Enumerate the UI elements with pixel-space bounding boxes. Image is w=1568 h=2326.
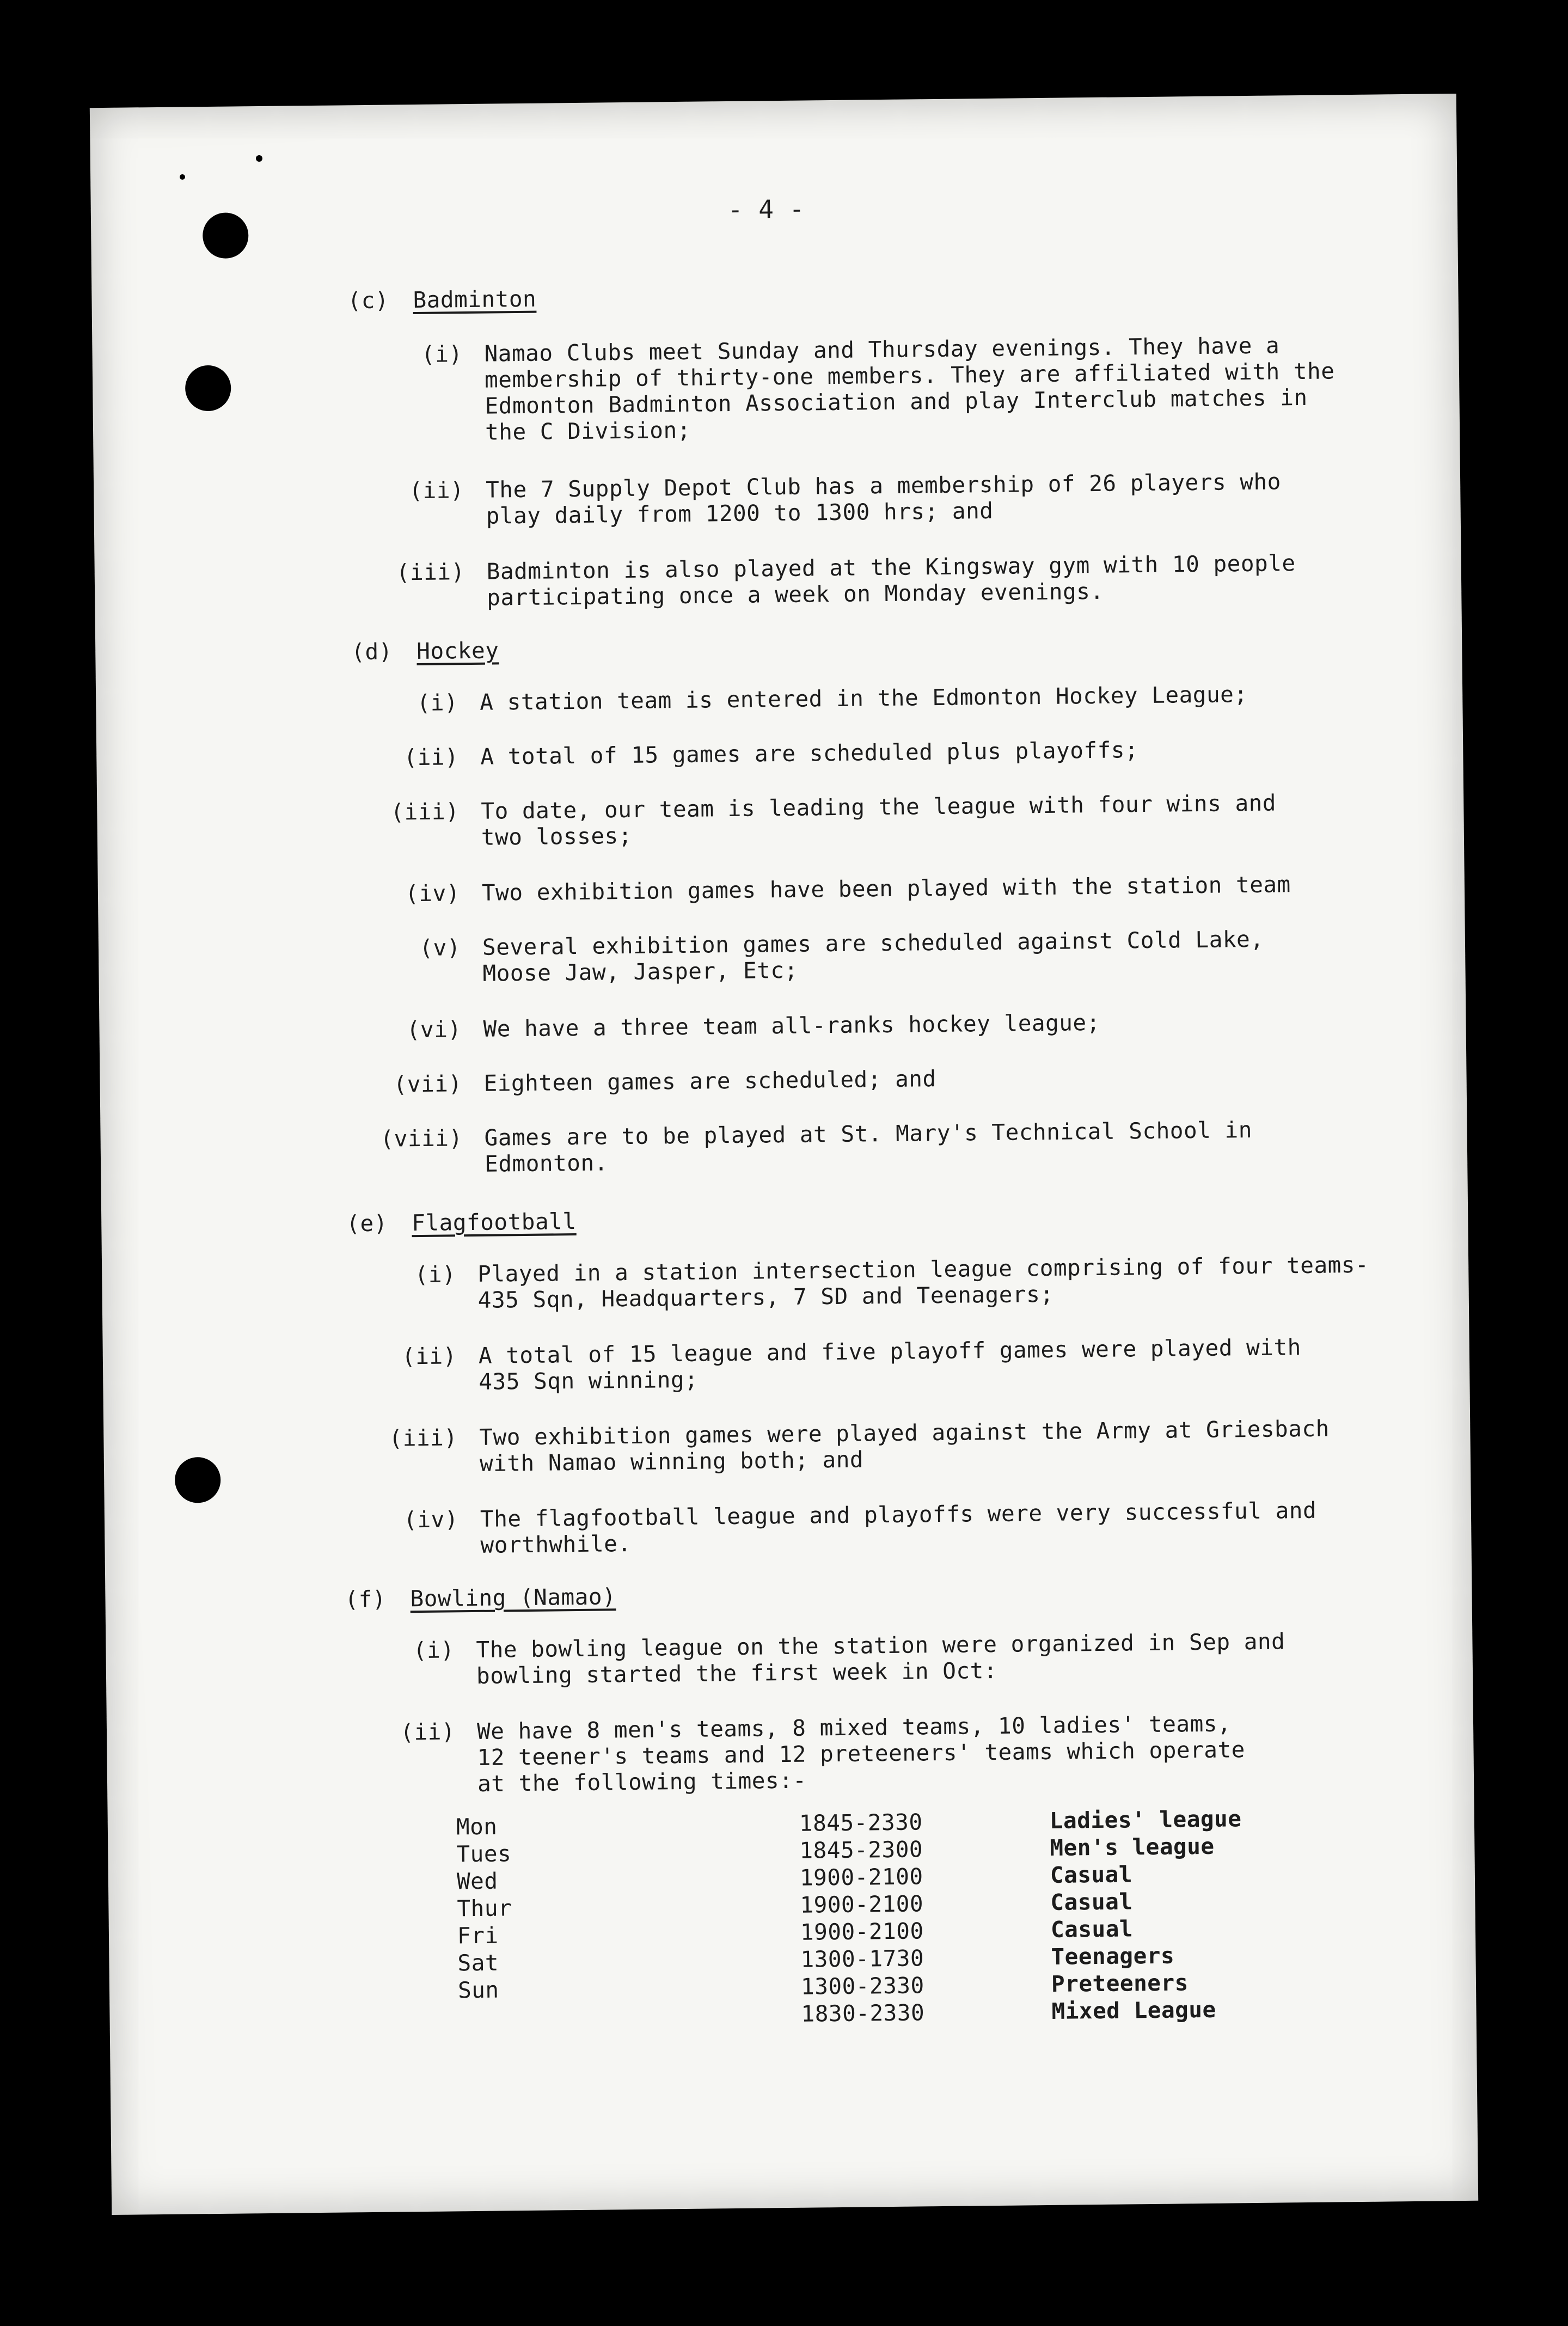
- document-content: [90, 94, 1478, 2215]
- list-item: [414, 1251, 1369, 1313]
- list-item: [390, 789, 1277, 850]
- item-number: (vii): [393, 1070, 462, 1098]
- list-item: [396, 550, 1296, 611]
- schedule-day: Fri: [457, 1922, 499, 1949]
- schedule-league: Mixed League: [1051, 1996, 1216, 2024]
- list-item: [409, 468, 1282, 529]
- list-item: [403, 737, 1139, 771]
- schedule-day: Mon: [456, 1813, 498, 1840]
- item-text: Several exhibition games are scheduled against Cold Lake, Moose Jaw, Jasper, Etc;: [482, 926, 1264, 987]
- schedule-day: Tues: [456, 1840, 512, 1868]
- item-number: (v): [419, 934, 461, 961]
- item-text: The bowling league on the station were organized in Sep and bowling started the first week in Oct:: [476, 1628, 1285, 1689]
- document-page: [90, 94, 1478, 2215]
- bowling-schedule: [456, 1805, 1330, 2032]
- section-title: Flagfootball: [412, 1208, 577, 1237]
- schedule-day: Wed: [456, 1868, 498, 1895]
- item-text: A total of 15 league and five playoff games were played with 435 Sqn winning;: [478, 1334, 1302, 1395]
- item-number: (viii): [380, 1125, 463, 1152]
- schedule-time: 1830-2330: [801, 1999, 925, 2027]
- section-flagfootball: [346, 1208, 577, 1237]
- section-title: Badminton: [413, 285, 537, 314]
- schedule-league: Casual: [1050, 1888, 1133, 1915]
- scan-speck: [180, 174, 185, 180]
- list-item: [406, 1009, 1101, 1043]
- schedule-day: Sat: [457, 1949, 499, 1976]
- item-number: (ii): [409, 477, 464, 504]
- section-badminton: [347, 286, 536, 314]
- item-text: Games are to be played at St. Mary's Technical School in Edmonton.: [484, 1116, 1253, 1177]
- schedule-league: Ladies' league: [1049, 1805, 1242, 1834]
- schedule-time: 1300-2330: [800, 1972, 924, 2000]
- schedule-day: Sun: [457, 1976, 499, 2004]
- section-title: Hockey: [416, 637, 499, 665]
- item-number: (ii): [401, 1343, 457, 1370]
- item-text: Two exhibition games were played against the Army at Griesbach with Namao winning both; and: [479, 1415, 1330, 1477]
- item-number: (ii): [400, 1718, 456, 1746]
- section-letter: (f): [345, 1586, 387, 1613]
- schedule-league: Casual: [1050, 1861, 1133, 1888]
- schedule-time: 1845-2330: [799, 1809, 923, 1837]
- list-item: [389, 1415, 1330, 1477]
- item-text: Played in a station intersection league comprising of four teams- 435 Sqn, Headquarters, 7 SD and Teenagers;: [477, 1251, 1369, 1313]
- item-text: Two exhibition games have been played with the station team: [481, 871, 1291, 906]
- item-number: (iii): [396, 559, 465, 586]
- schedule-day: Thur: [457, 1895, 512, 1922]
- item-number: (iii): [390, 798, 460, 825]
- item-number: (i): [414, 1261, 456, 1288]
- item-text: The flagfootball league and playoffs were very successful and worthwhile.: [480, 1497, 1317, 1558]
- schedule-time: 1900-2100: [799, 1863, 923, 1891]
- item-number: (i): [416, 689, 458, 717]
- item-text: To date, our team is leading the league with four wins and two losses;: [481, 789, 1277, 850]
- item-number: (vi): [406, 1016, 462, 1043]
- schedule-time: 1300-1730: [800, 1945, 924, 1973]
- item-text: Eighteen games are scheduled; and: [483, 1066, 936, 1097]
- schedule-league: Casual: [1050, 1915, 1134, 1943]
- page-number: - 4 -: [727, 194, 805, 224]
- schedule-time: 1900-2100: [800, 1918, 924, 1945]
- section-letter: (c): [347, 287, 389, 314]
- item-text: We have 8 men's teams, 8 mixed teams, 10 ladies' teams, 12 teener's teams and 12 preteeners' teams which operate at the following times:-: [476, 1710, 1246, 1797]
- item-text: We have a three team all-ranks hockey league;: [483, 1009, 1101, 1042]
- section-hockey: [351, 637, 499, 665]
- item-number: (iv): [403, 1506, 459, 1533]
- schedule-league: Teenagers: [1051, 1942, 1175, 1970]
- list-item: [413, 1628, 1285, 1689]
- item-text: Badminton is also played at the Kingsway gym with 10 people participating once a week on Monday evenings.: [486, 550, 1296, 611]
- section-letter: (d): [351, 638, 393, 665]
- list-item: [400, 1710, 1246, 1797]
- section-letter: (e): [346, 1210, 388, 1237]
- schedule-league: Preteeners: [1051, 1969, 1189, 1997]
- list-item: [403, 1497, 1317, 1558]
- item-text: A total of 15 games are scheduled plus playoffs;: [480, 737, 1139, 770]
- list-item: [401, 1334, 1302, 1395]
- list-item: [405, 871, 1291, 907]
- item-number: (iv): [405, 880, 461, 907]
- item-number: (i): [421, 341, 463, 368]
- list-item: [393, 1066, 936, 1098]
- section-title: Bowling (Namao): [410, 1583, 616, 1612]
- item-number: (ii): [403, 744, 459, 771]
- schedule-time: 1900-2100: [800, 1890, 924, 1918]
- schedule-time: 1845-2300: [799, 1836, 923, 1864]
- list-item: [416, 681, 1248, 717]
- list-item: [421, 332, 1335, 445]
- item-number: (iii): [389, 1424, 458, 1452]
- item-number: (i): [413, 1637, 455, 1664]
- item-text: Namao Clubs meet Sunday and Thursday evenings. They have a membership of thirty-one members. They are affiliated with the Edmonton Badminton Association and play Interclub matches in the C Division;: [484, 332, 1335, 445]
- item-text: A station team is entered in the Edmonton Hockey League;: [480, 681, 1248, 715]
- list-item: [419, 926, 1264, 987]
- item-text: The 7 Supply Depot Club has a membership of 26 players who play daily from 1200 to 1300 hrs; and: [485, 468, 1282, 529]
- list-item: [380, 1116, 1253, 1177]
- scan-speck: [256, 155, 262, 162]
- schedule-league: Men's league: [1050, 1833, 1215, 1861]
- section-bowling: [345, 1583, 616, 1612]
